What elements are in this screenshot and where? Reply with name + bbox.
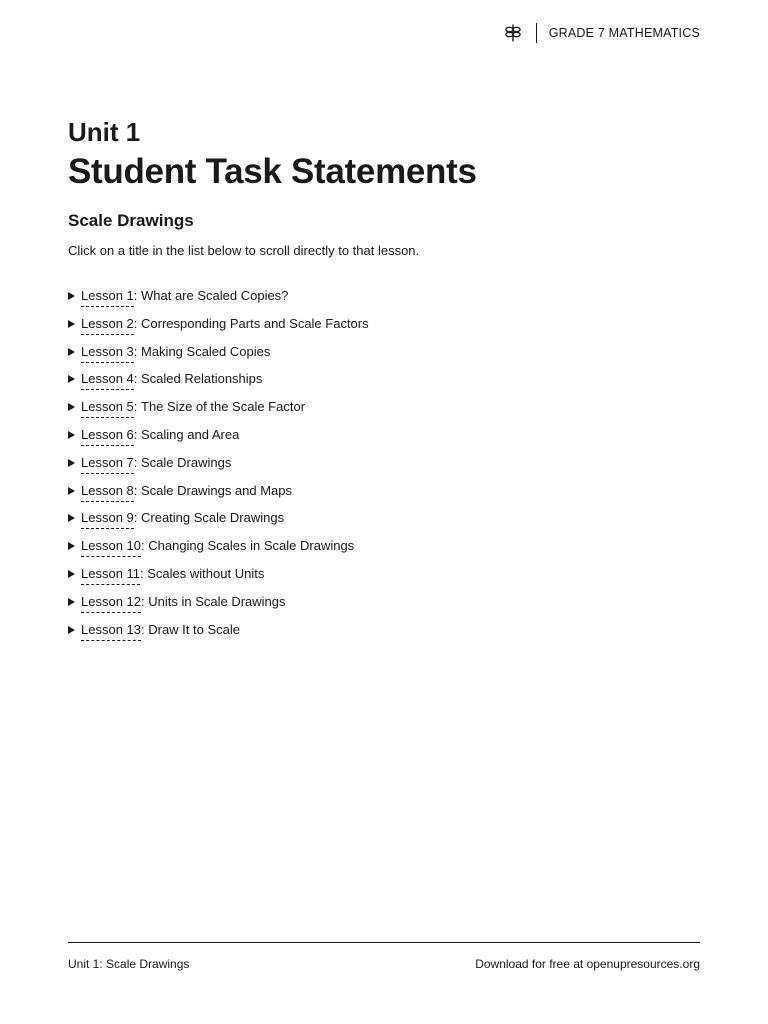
lesson-list-item	[68, 482, 369, 510]
lesson-name: What are Scaled Copies?	[141, 288, 289, 303]
lesson-link[interactable]: Lesson 10	[81, 537, 141, 557]
lesson-link[interactable]: Lesson 13	[81, 621, 141, 641]
lesson-link[interactable]: Lesson 4	[81, 370, 134, 390]
lesson-list-item	[68, 565, 369, 593]
lesson-name: Making Scaled Copies	[141, 343, 271, 359]
lesson-separator: :	[133, 371, 141, 387]
lesson-separator: :	[133, 343, 141, 359]
lesson-link[interactable]: Lesson 9	[81, 509, 134, 529]
header-divider	[536, 23, 537, 43]
disclosure-triangle-icon[interactable]	[68, 320, 75, 328]
footer-unit-label: Unit 1: Scale Drawings	[68, 957, 190, 971]
lesson-link[interactable]: Lesson 6	[81, 426, 134, 446]
section-title: Scale Drawings	[68, 211, 194, 230]
lesson-link[interactable]: Lesson 11	[81, 565, 140, 585]
lesson-separator: :	[141, 621, 149, 637]
lesson-name: Scaling and Area	[141, 426, 240, 442]
lesson-list-item	[68, 343, 369, 371]
page-header	[502, 22, 700, 44]
lesson-list-item	[68, 398, 369, 426]
lesson-separator: :	[133, 399, 141, 415]
lesson-separator: :	[141, 593, 149, 609]
course-title: GRADE 7 MATHEMATICS	[548, 26, 700, 40]
lesson-separator: :	[141, 538, 149, 554]
disclosure-triangle-icon[interactable]	[68, 487, 75, 495]
lesson-name: Scale Drawings and Maps	[141, 482, 293, 498]
disclosure-triangle-icon[interactable]	[68, 292, 75, 300]
disclosure-triangle-icon[interactable]	[68, 626, 75, 634]
lesson-separator: :	[133, 454, 141, 470]
openup-flower-icon	[502, 22, 524, 44]
lesson-link[interactable]: Lesson 1	[81, 287, 134, 307]
lesson-separator: :	[133, 288, 141, 303]
lesson-name: Draw It to Scale	[148, 621, 240, 637]
lesson-name: Creating Scale Drawings	[141, 510, 285, 526]
lesson-link[interactable]: Lesson 5	[81, 398, 134, 418]
lesson-name: The Size of the Scale Factor	[141, 399, 306, 415]
lesson-name: Corresponding Parts and Scale Factors	[141, 315, 369, 331]
page-title: Student Task Statements	[68, 152, 477, 191]
footer-download-note: Download for free at openupresources.org	[475, 957, 700, 971]
disclosure-triangle-icon[interactable]	[68, 375, 75, 383]
lesson-name: Scales without Units	[147, 565, 265, 581]
lesson-list-item	[68, 315, 369, 343]
disclosure-triangle-icon[interactable]	[68, 431, 75, 439]
disclosure-triangle-icon[interactable]	[68, 459, 75, 467]
footer-divider	[68, 942, 700, 943]
lesson-list-item	[68, 509, 369, 537]
lesson-separator: :	[133, 482, 141, 498]
disclosure-triangle-icon[interactable]	[68, 542, 75, 550]
unit-label: Unit 1	[68, 117, 141, 147]
lesson-separator: :	[133, 426, 141, 442]
lesson-link[interactable]: Lesson 7	[81, 454, 134, 474]
lesson-separator: :	[140, 565, 148, 581]
lesson-name: Scaled Relationships	[141, 371, 263, 387]
lesson-list-item	[68, 426, 369, 454]
lesson-separator: :	[133, 510, 141, 526]
lesson-list-item	[68, 621, 369, 649]
lesson-name: Scale Drawings	[141, 454, 232, 470]
disclosure-triangle-icon[interactable]	[68, 348, 75, 356]
lesson-separator: :	[133, 315, 141, 331]
disclosure-triangle-icon[interactable]	[68, 514, 75, 522]
lesson-list	[68, 287, 369, 648]
lesson-name: Changing Scales in Scale Drawings	[148, 538, 355, 554]
lesson-name: Units in Scale Drawings	[148, 593, 286, 609]
lesson-link[interactable]: Lesson 12	[81, 593, 141, 613]
lesson-link[interactable]: Lesson 8	[81, 482, 134, 502]
lesson-list-item	[68, 593, 369, 621]
instructions-text: Click on a title in the list below to scroll directly to that lesson.	[68, 243, 420, 258]
lesson-list-item	[68, 287, 369, 315]
lesson-list-item	[68, 370, 369, 398]
disclosure-triangle-icon[interactable]	[68, 403, 75, 411]
disclosure-triangle-icon[interactable]	[68, 570, 75, 578]
lesson-link[interactable]: Lesson 3	[81, 343, 134, 363]
lesson-list-item	[68, 537, 369, 565]
lesson-link[interactable]: Lesson 2	[81, 315, 134, 335]
disclosure-triangle-icon[interactable]	[68, 598, 75, 606]
lesson-list-item	[68, 454, 369, 482]
